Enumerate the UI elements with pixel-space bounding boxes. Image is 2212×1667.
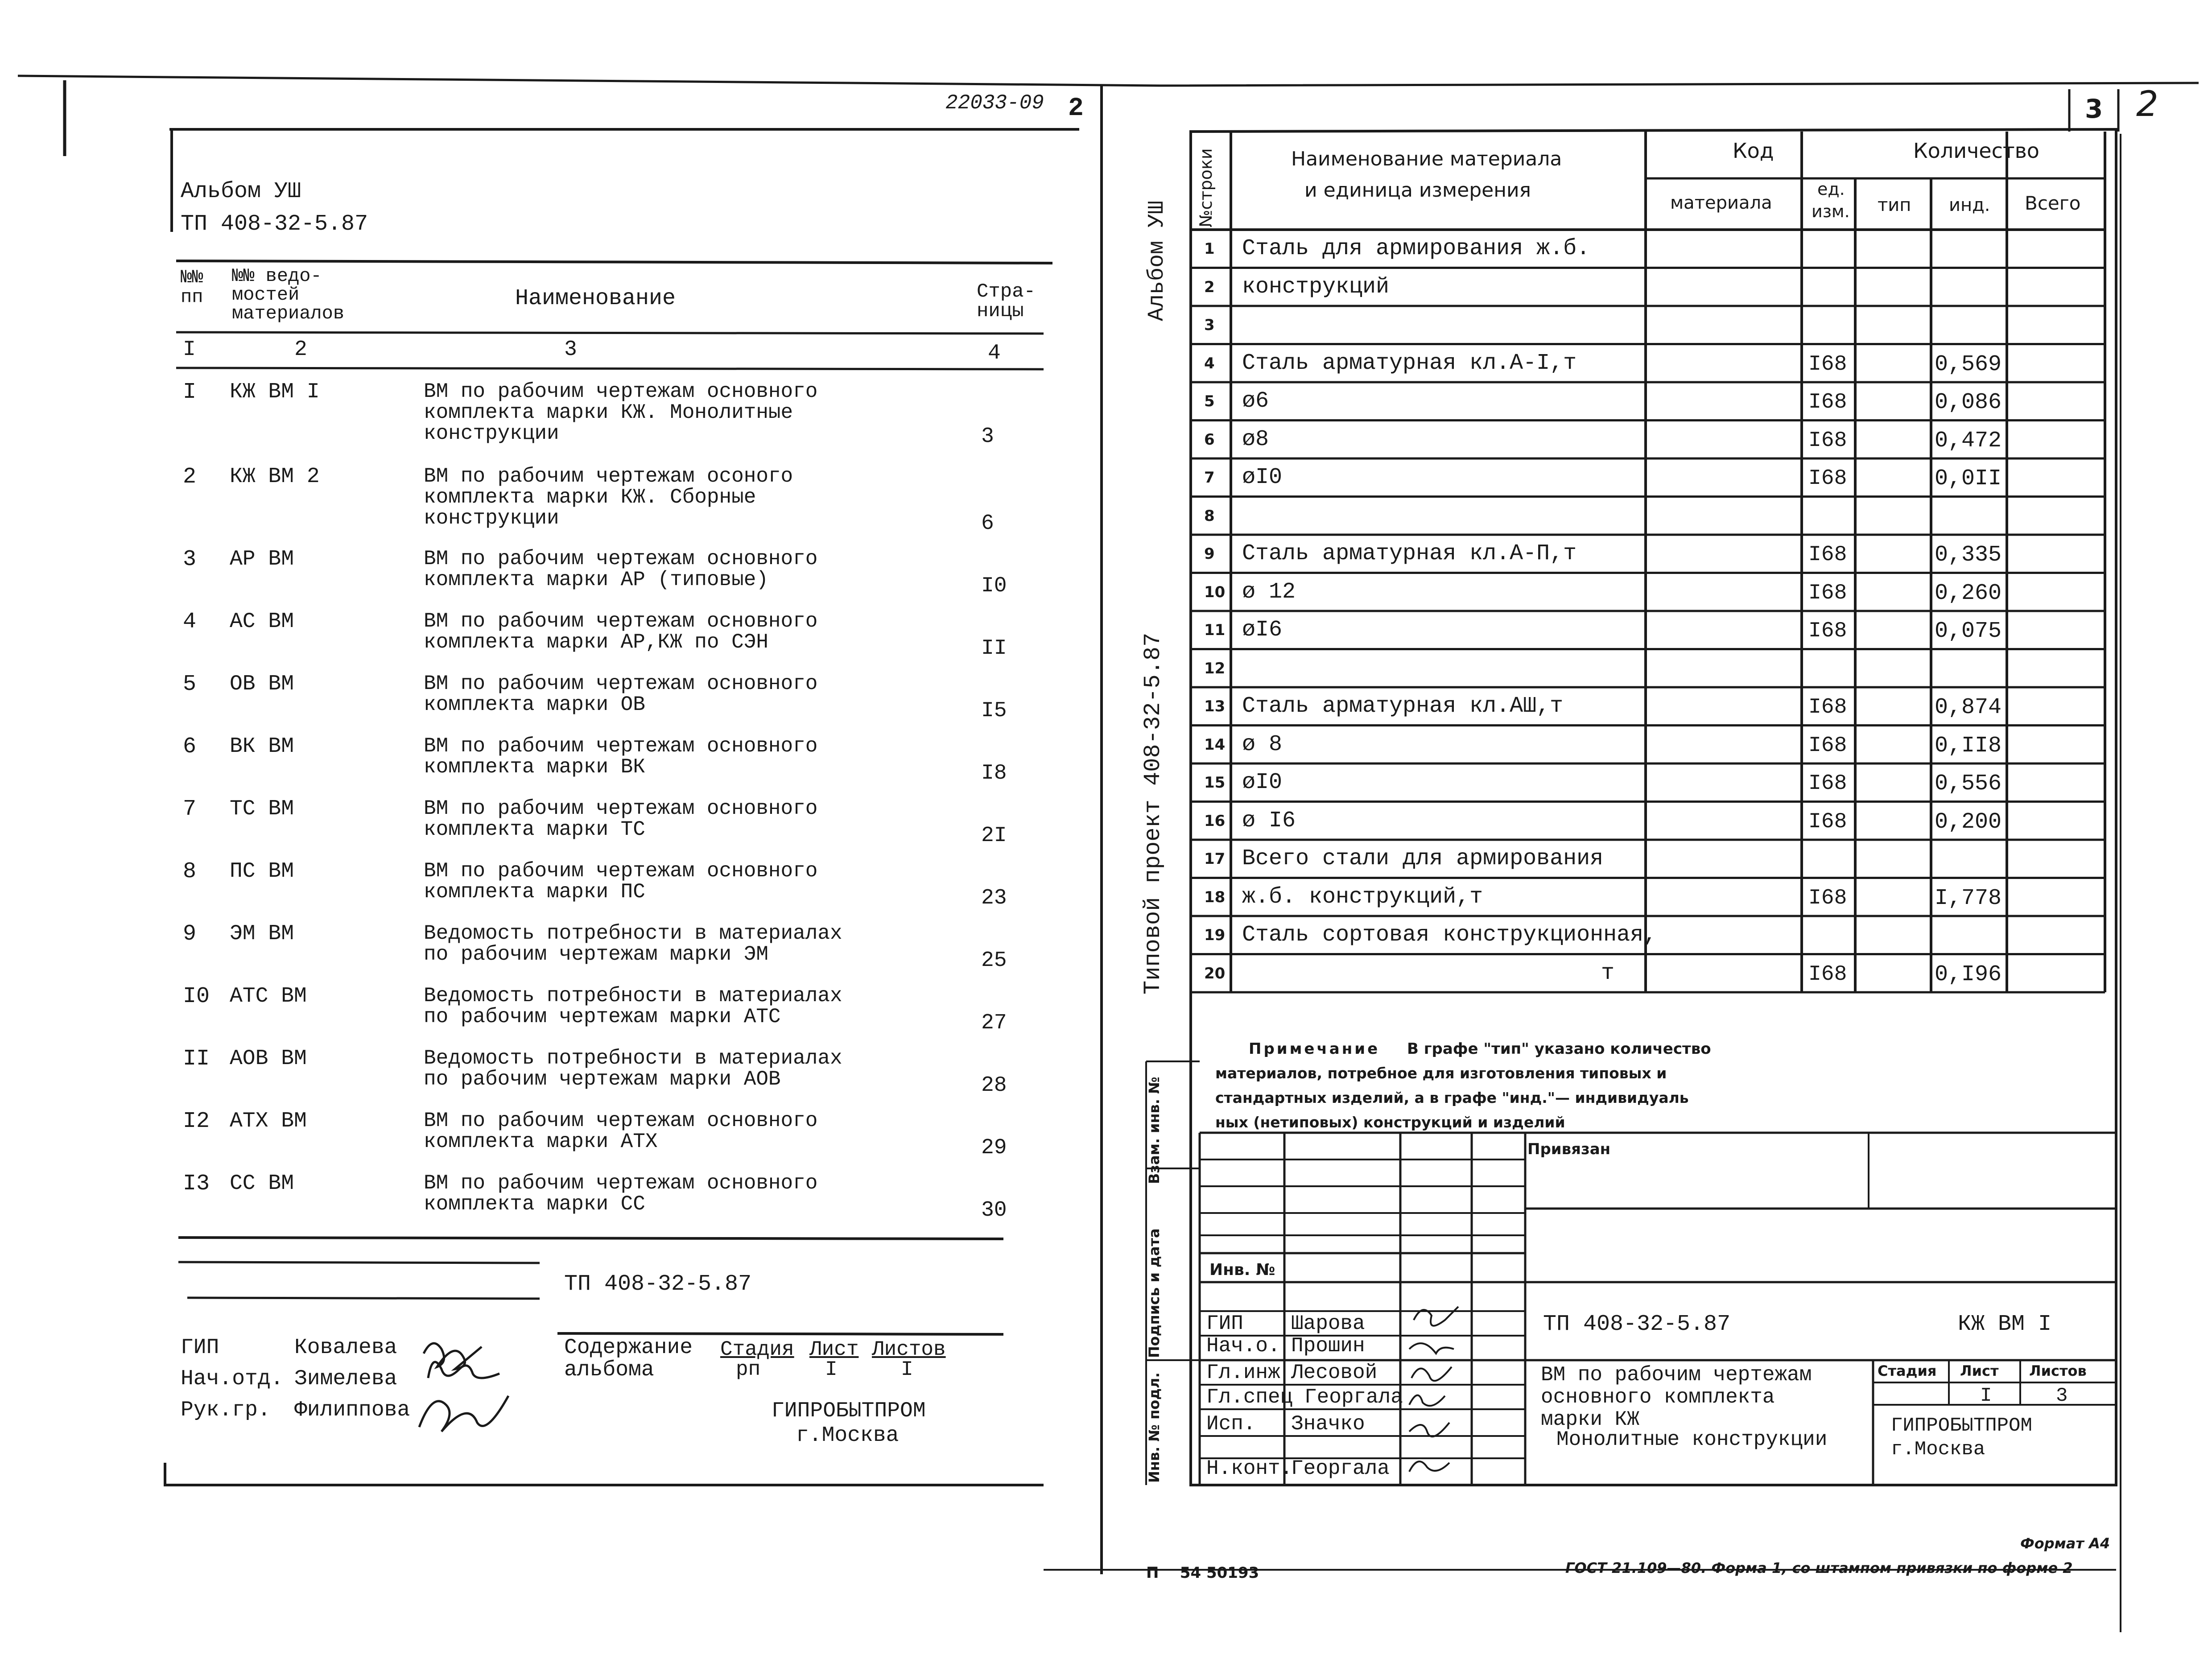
row-ind-quantity: 0,200 [1935, 809, 2002, 835]
row-number: 9 [1204, 545, 1215, 563]
note-text: материалов, потребное для изготовления типовых и [1215, 1065, 1667, 1082]
row-number: 16 [1204, 812, 1226, 830]
row-page: 27 [981, 1011, 1007, 1035]
row-page: 28 [981, 1073, 1007, 1098]
row-unit: I68 [1808, 543, 1847, 567]
col-header-statement: №№ ведо- мостей материалов [232, 265, 345, 324]
row-name: по рабочим чертежам марки АТС [424, 1005, 781, 1028]
stamp-sheets: I [901, 1358, 913, 1381]
row-page: 23 [981, 886, 1007, 910]
row-number: 9 [183, 921, 197, 947]
row-number: 3 [1204, 316, 1215, 334]
album-label: Альбом УШ [181, 179, 301, 204]
row-number: 8 [1204, 507, 1215, 525]
row-code: КЖ ВМ 2 [230, 465, 320, 489]
row-name: по рабочим чертежам марки ЭМ [424, 943, 768, 966]
row-number: 4 [183, 609, 197, 635]
row-page: 29 [981, 1136, 1007, 1160]
row-code: ПС ВМ [230, 859, 294, 883]
header-code: Код [1733, 139, 1774, 163]
stamp-role: Исп. [1206, 1412, 1256, 1436]
stamp-role: Нач.о. [1206, 1334, 1280, 1358]
row-ind-quantity: 0,I96 [1935, 961, 2002, 987]
row-name: комплекта марки АТХ [424, 1130, 658, 1153]
row-code: ОВ ВМ [230, 672, 294, 696]
row-ind-quantity: I,778 [1935, 885, 2002, 911]
sheet-number: 3 [2085, 94, 2103, 124]
row-page: 2I [981, 824, 1007, 848]
col-number: 4 [988, 341, 1001, 365]
row-material-name: ø 8 [1242, 731, 1283, 757]
stamp-city: г.Москва [1891, 1438, 1985, 1461]
row-name: по рабочим чертежам марки АОВ [424, 1068, 781, 1091]
stamp-name: Шарова [1291, 1312, 1365, 1335]
row-unit: I68 [1808, 809, 1847, 834]
row-number: 6 [183, 734, 197, 759]
side-label-signature-date: Подпись и дата [1146, 1228, 1163, 1358]
stamp-org: ГИПРОБЫТПРОМ [772, 1399, 926, 1423]
stamp-name: Георгала [1304, 1386, 1403, 1409]
col-number: I [183, 338, 196, 362]
row-name: ВМ по рабочим чертежам основного [424, 1172, 818, 1195]
stamp-role: ГИП [181, 1336, 219, 1360]
footer-left: П 54 50193 [1146, 1564, 1259, 1582]
row-number: 5 [1204, 392, 1215, 410]
row-material-name: Всего стали для армирования [1242, 846, 1604, 871]
row-unit: I68 [1808, 390, 1847, 414]
row-number: 20 [1204, 964, 1226, 982]
row-number: 19 [1204, 926, 1226, 944]
row-name: комплекта марки АР (типовые) [424, 568, 768, 591]
row-unit: I68 [1808, 352, 1847, 376]
stamp-sheets-header: Листов [2029, 1362, 2087, 1379]
stamp-role: Рук.гр. [181, 1398, 271, 1422]
row-name: комплекта марки ПС [424, 880, 645, 904]
stamp-title: альбома [564, 1358, 654, 1382]
row-name: ВМ по рабочим чертежам основного [424, 1109, 818, 1132]
side-album: Альбом УШ [1144, 200, 1170, 321]
note-text: В графе "тип" указано количество [1407, 1040, 1711, 1058]
row-name: ВМ по рабочим чертежам основного [424, 547, 818, 570]
row-ind-quantity: 0,556 [1935, 771, 2002, 796]
attached-label: Привязан [1527, 1140, 1611, 1158]
stamp-role: Н.конт. [1206, 1457, 1293, 1480]
row-material-name: ж.б. конструкций,т [1242, 884, 1483, 910]
stamp-role: Нач.отд. [181, 1367, 284, 1391]
sheet-mark: 2 [1068, 94, 1084, 123]
header-unit: изм. [1812, 202, 1850, 221]
row-number: 3 [183, 547, 197, 572]
side-label-replaced-inv: Взам. инв. № [1146, 1077, 1163, 1184]
row-code: АТС ВМ [230, 984, 307, 1008]
col-header-pages: Стра- ницы [977, 281, 1036, 322]
stamp-title: основного комплекта [1541, 1386, 1775, 1409]
header-ind: инд. [1949, 195, 1990, 215]
row-ind-quantity: 0,II8 [1935, 733, 2002, 759]
row-page: 25 [981, 949, 1007, 973]
row-number: I3 [183, 1171, 210, 1197]
col-number: 3 [564, 338, 577, 362]
row-number: 8 [183, 859, 197, 884]
row-name: комплекта марки ВК [424, 755, 645, 779]
format-label: Формат А4 [2020, 1535, 2110, 1552]
stamp-sheet: I [1980, 1385, 1992, 1407]
stamp-name: Значко [1291, 1412, 1365, 1436]
row-name: конструкции [424, 507, 559, 530]
row-code: АОВ ВМ [230, 1047, 307, 1071]
stamp-sheets: 3 [2056, 1385, 2068, 1407]
stamp-mark: КЖ ВМ I [1958, 1312, 2052, 1337]
col-number: 2 [294, 338, 307, 362]
stamp-title: Содержание [564, 1336, 693, 1360]
row-unit: I68 [1808, 619, 1847, 643]
row-ind-quantity: 0,569 [1935, 351, 2002, 377]
side-project: Типовой проект 408-32-5.87 [1140, 632, 1166, 994]
note-text: ных (нетиповых) конструкций и изделий [1215, 1114, 1565, 1131]
row-number: II [183, 1046, 210, 1072]
footer-gost: ГОСТ 21.109—80. Форма 1, со штампом привязки по форме 2 [1565, 1560, 2073, 1576]
row-ind-quantity: 0,075 [1935, 619, 2002, 644]
row-material-name: ø6 [1242, 388, 1269, 414]
stamp-sheet-header: Лист [1960, 1362, 1999, 1379]
row-ind-quantity: 0,0II [1935, 466, 2002, 491]
col-header-number: №№ пп [181, 267, 203, 308]
row-number: 12 [1204, 659, 1226, 677]
row-number: 6 [1204, 430, 1215, 449]
stamp-name: Филиппова [294, 1398, 410, 1422]
row-page: II [981, 636, 1007, 660]
stamp-city: г.Москва [796, 1424, 899, 1448]
stamp-title: Монолитные конструкции [1556, 1428, 1828, 1451]
row-number: 1 [1204, 240, 1215, 258]
stamp-sheet: I [825, 1358, 838, 1381]
header-material-name: Наименование материала [1291, 148, 1562, 170]
row-ind-quantity: 0,086 [1935, 390, 2002, 415]
stamp-name: Лесовой [1291, 1361, 1378, 1384]
stamp-name: Ковалева [294, 1336, 397, 1360]
row-name: ВМ по рабочим чертежам осоного [424, 465, 793, 488]
row-unit: I68 [1808, 466, 1847, 491]
stamp-stage-header: Стадия [720, 1338, 794, 1361]
row-code: СС ВМ [230, 1172, 294, 1196]
row-unit: I68 [1808, 733, 1847, 758]
row-name: ВМ по рабочим чертежам основного [424, 380, 818, 403]
row-number: 11 [1204, 621, 1226, 639]
row-page: I5 [981, 699, 1007, 723]
row-number: 7 [183, 796, 197, 822]
stamp-stage: рп [736, 1358, 761, 1381]
row-code: КЖ ВМ I [230, 380, 320, 404]
row-name: ВМ по рабочим чертежам основного [424, 672, 818, 695]
row-number: 18 [1204, 888, 1226, 906]
row-material-name: øI0 [1242, 770, 1283, 795]
header-unit: ед. [1817, 179, 1845, 199]
row-name: ВМ по рабочим чертежам основного [424, 859, 818, 883]
header-total: Всего [2025, 192, 2081, 214]
row-number: 17 [1204, 850, 1226, 868]
side-label-original-inv: Инв. № подл. [1146, 1372, 1163, 1483]
stamp-role: Гл.спец [1206, 1386, 1293, 1409]
project-label: ТП 408-32-5.87 [181, 211, 368, 237]
stamp-sheet-header: Лист [809, 1338, 859, 1361]
row-number: I0 [183, 984, 210, 1009]
row-material-name: т [1601, 960, 1615, 986]
row-material-name: Сталь арматурная кл.А-П,т [1242, 541, 1577, 566]
row-material-name: Сталь для армирования ж.б. [1242, 236, 1590, 261]
stamp-stage-header: Стадия [1878, 1362, 1937, 1379]
row-code: ТС ВМ [230, 797, 294, 821]
stamp-sheets-header: Листов [872, 1338, 946, 1361]
row-material-name: ø I6 [1242, 808, 1296, 834]
row-code: ВК ВМ [230, 734, 294, 759]
header-quantity: Количество [1913, 139, 2039, 163]
row-name: конструкции [424, 422, 559, 445]
row-material-name: Сталь арматурная кл.АШ,т [1242, 693, 1564, 719]
stamp-title: ВМ по рабочим чертежам [1541, 1363, 1812, 1386]
row-code: АР ВМ [230, 547, 294, 571]
row-unit: I68 [1808, 581, 1847, 605]
row-name: комплекта марки ТС [424, 818, 645, 841]
stamp-project: ТП 408-32-5.87 [1543, 1312, 1731, 1337]
row-name: ВМ по рабочим чертежам основного [424, 610, 818, 633]
stamp-title: марки КЖ [1541, 1408, 1639, 1431]
row-material-name: øI6 [1242, 617, 1283, 643]
row-number: 15 [1204, 774, 1226, 792]
row-number: 5 [183, 672, 197, 697]
row-ind-quantity: 0,335 [1935, 542, 2002, 568]
stamp-name: Георгала [1291, 1457, 1390, 1480]
row-unit: I68 [1808, 962, 1847, 986]
row-number: 7 [1204, 469, 1215, 487]
row-material-name: ø8 [1242, 426, 1269, 452]
col-header-name: Наименование [515, 286, 676, 311]
stamp-org: ГИПРОБЫТПРОМ [1891, 1415, 2032, 1437]
stamp-project: ТП 408-32-5.87 [564, 1271, 752, 1297]
note-label: Примечание [1249, 1040, 1380, 1058]
row-number: 10 [1204, 583, 1226, 601]
row-page: 6 [981, 512, 994, 536]
row-name: комплекта марки КЖ. Монолитные [424, 401, 793, 424]
row-unit: I68 [1808, 428, 1847, 453]
row-material-name: øI0 [1242, 465, 1283, 490]
row-number: 2 [183, 464, 197, 490]
corner-mark: 2 [2136, 84, 2158, 124]
row-number: I [183, 380, 197, 405]
row-unit: I68 [1808, 772, 1847, 796]
header-typ: тип [1878, 195, 1911, 215]
row-unit: I68 [1808, 886, 1847, 910]
row-ind-quantity: 0,472 [1935, 428, 2002, 454]
note-text: стандартных изделий, а в графе "инд."— индивидуаль [1215, 1089, 1689, 1106]
row-name: ВМ по рабочим чертежам основного [424, 734, 818, 758]
header-material-unit: и единица измерения [1304, 179, 1531, 202]
row-name: комплекта марки АР,КЖ по СЭН [424, 631, 768, 654]
header-row-number: №строки [1196, 148, 1216, 227]
row-unit: I68 [1808, 695, 1847, 719]
row-number: 13 [1204, 697, 1226, 715]
row-number: 14 [1204, 735, 1226, 754]
row-name: комплекта марки ОВ [424, 693, 645, 716]
row-material-name: конструкций [1242, 274, 1390, 300]
doc-number: 22033-09 [945, 91, 1044, 115]
row-number: 2 [1204, 278, 1215, 296]
row-code: ЭМ ВМ [230, 922, 294, 946]
inventory-label: Инв. № [1209, 1261, 1275, 1279]
row-name: Ведомость потребности в материалах [424, 1047, 842, 1070]
stamp-role: ГИП [1206, 1312, 1243, 1335]
row-code: АТХ ВМ [230, 1109, 307, 1133]
row-material-name: Сталь арматурная кл.А-I,т [1242, 350, 1577, 376]
row-name: ВМ по рабочим чертежам основного [424, 797, 818, 820]
row-number: 4 [1204, 354, 1215, 372]
row-material-name: Сталь сортовая конструкционная, [1242, 922, 1657, 948]
row-page: 30 [981, 1198, 1007, 1222]
row-page: I0 [981, 574, 1007, 598]
row-ind-quantity: 0,874 [1935, 695, 2002, 720]
row-number: I2 [183, 1109, 210, 1134]
row-name: комплекта марки КЖ. Сборные [424, 486, 756, 509]
row-page: 3 [981, 425, 994, 449]
row-page: I8 [981, 761, 1007, 785]
stamp-role: Гл.инж [1206, 1361, 1280, 1384]
stamp-name: Прошин [1291, 1334, 1365, 1358]
header-code-material: материала [1670, 193, 1772, 213]
row-material-name: ø 12 [1242, 579, 1296, 605]
stamp-name: Зимелева [294, 1367, 397, 1391]
row-name: Ведомость потребности в материалах [424, 984, 842, 1007]
row-name: комплекта марки СС [424, 1192, 645, 1216]
row-code: АС ВМ [230, 610, 294, 634]
row-ind-quantity: 0,260 [1935, 580, 2002, 606]
row-name: Ведомость потребности в материалах [424, 922, 842, 945]
